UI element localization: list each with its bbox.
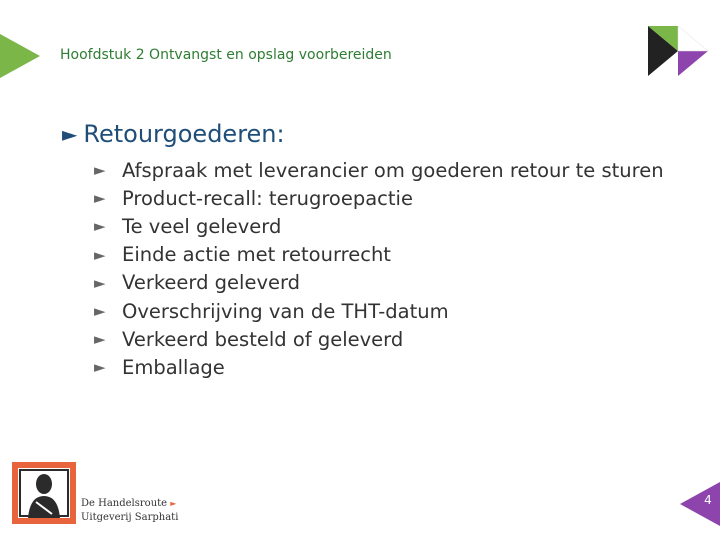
list-item xyxy=(94,184,664,212)
list-item-text: Verkeerd geleverd xyxy=(122,271,301,295)
list-item xyxy=(94,353,664,381)
bullet-arrow-icon: ► xyxy=(94,302,106,321)
chapter-title: Hoofdstuk 2 Ontvangst en opslag voorbereiden xyxy=(60,47,392,63)
bullet-arrow-icon: ► xyxy=(94,245,106,264)
page-number: 4 xyxy=(704,493,712,507)
publisher-line2: Uitgeverij Sarphati xyxy=(81,512,179,523)
bullet-arrow-icon: ► xyxy=(94,161,106,180)
publisher-logo xyxy=(12,462,76,524)
list-item xyxy=(94,241,664,269)
list-item xyxy=(94,156,664,184)
publisher-name xyxy=(81,497,178,525)
bullet-list xyxy=(94,156,664,382)
list-item xyxy=(94,297,664,325)
list-item-text: Emballage xyxy=(122,355,225,379)
decorative-green-triangle xyxy=(0,34,40,78)
publisher-line1: De Handelsroute xyxy=(81,498,168,509)
bullet-arrow-icon: ► xyxy=(94,358,106,377)
corner-logo-icon xyxy=(648,26,708,76)
list-item-text: Verkeerd besteld of geleverd xyxy=(122,327,404,351)
bullet-arrow-icon: ► xyxy=(94,273,106,292)
list-item xyxy=(94,212,664,240)
list-item-text: Product-recall: terugroepactie xyxy=(122,186,413,210)
list-item-text: Einde actie met retourrecht xyxy=(122,243,391,267)
publisher-arrow-icon: ► xyxy=(170,499,177,508)
list-item-text: Te veel geleverd xyxy=(122,214,282,238)
list-item-text: Afspraak met leverancier om goederen retour te sturen xyxy=(122,158,664,182)
bullet-arrow-icon: ► xyxy=(94,189,106,208)
heading-arrow-icon: ► xyxy=(62,122,78,146)
list-item xyxy=(94,269,664,297)
logo-portrait xyxy=(18,468,70,518)
portrait-icon xyxy=(18,468,70,518)
section-heading xyxy=(62,120,285,148)
heading-text: Retourgoederen: xyxy=(83,120,285,148)
bullet-arrow-icon: ► xyxy=(94,217,106,236)
bullet-arrow-icon: ► xyxy=(94,330,106,349)
list-item-text: Overschrijving van de THT-datum xyxy=(122,299,449,323)
list-item xyxy=(94,325,664,353)
